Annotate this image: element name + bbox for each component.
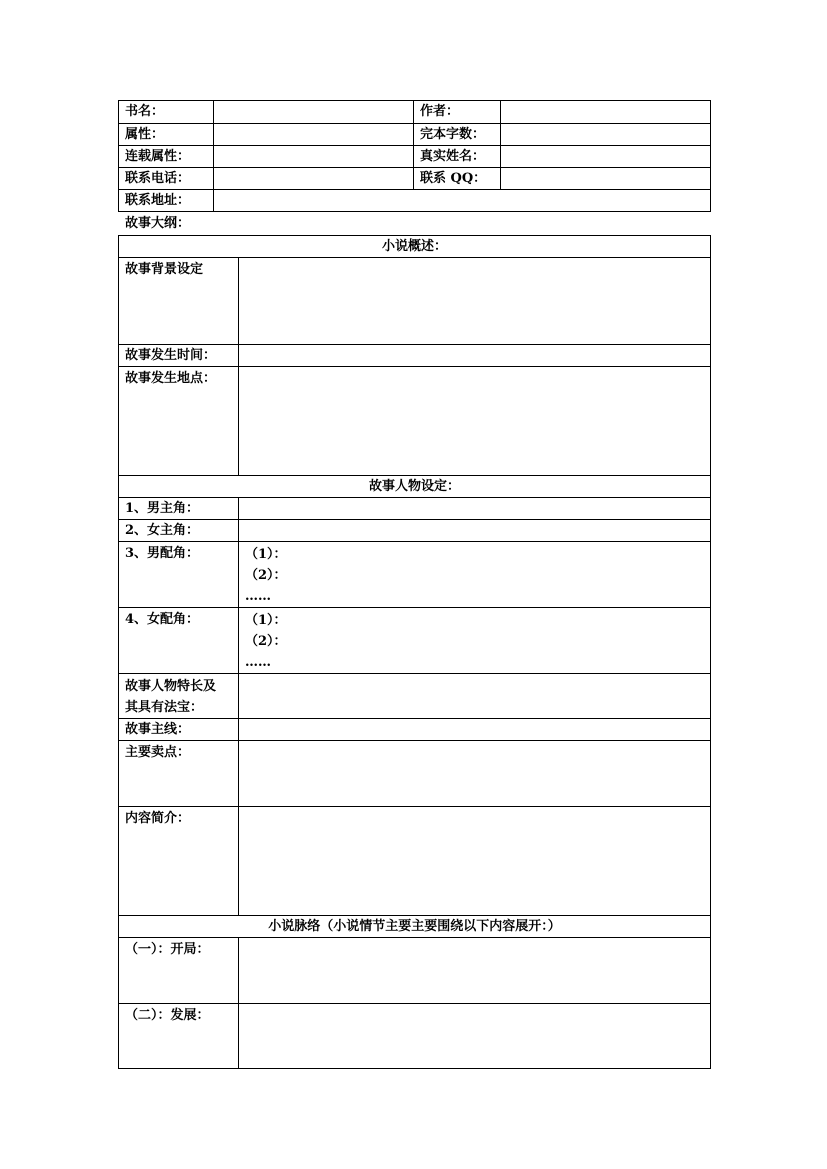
- mainline-field[interactable]: [239, 719, 711, 741]
- plot-heading: 小说脉络（小说情节主要主要围绕以下内容展开：）: [119, 916, 711, 938]
- characters-heading: 故事人物设定：: [119, 476, 711, 498]
- serial-attribute-label: 连载属性：: [119, 146, 214, 168]
- address-label: 联系地址：: [119, 190, 214, 212]
- skills-label-line2: 其具有法宝：: [125, 700, 204, 715]
- synopsis-field[interactable]: [239, 807, 711, 916]
- male-support-ellipsis: ……: [245, 589, 271, 604]
- overview-heading: 小说概述：: [119, 236, 711, 258]
- male-lead-label: 1、男主角：: [119, 498, 239, 520]
- synopsis-label: 内容简介：: [119, 807, 239, 916]
- mainline-label: 故事主线：: [119, 719, 239, 741]
- attribute-label: 属性：: [119, 124, 214, 146]
- phone-field[interactable]: [214, 168, 414, 190]
- male-support-label: 3、男配角：: [119, 542, 239, 608]
- place-field[interactable]: [239, 367, 711, 476]
- skills-label: [119, 674, 239, 719]
- female-lead-label: 2、女主角：: [119, 520, 239, 542]
- female-support-item: （2）：: [245, 634, 287, 649]
- male-lead-field[interactable]: [239, 498, 711, 520]
- author-label: 作者：: [414, 101, 501, 124]
- qq-label: 联系 QQ：: [414, 168, 501, 190]
- female-support-ellipsis: ……: [245, 655, 271, 670]
- opening-field[interactable]: [239, 938, 711, 1004]
- time-label: 故事发生时间：: [119, 345, 239, 367]
- male-support-field[interactable]: [239, 542, 711, 608]
- background-label: 故事背景设定: [119, 258, 239, 345]
- qq-field[interactable]: [501, 168, 711, 190]
- address-field[interactable]: [214, 190, 711, 212]
- background-field[interactable]: [239, 258, 711, 345]
- selling-points-label: 主要卖点：: [119, 741, 239, 807]
- development-label: （二）：发展：: [119, 1004, 239, 1069]
- skills-field[interactable]: [239, 674, 711, 719]
- book-title-label: 书名：: [119, 101, 214, 124]
- book-title-field[interactable]: [214, 101, 414, 124]
- outline-table: [118, 235, 711, 1069]
- female-support-label: 4、女配角：: [119, 608, 239, 674]
- outline-label: 故事大纲：: [125, 216, 191, 231]
- time-field[interactable]: [239, 345, 711, 367]
- selling-points-field[interactable]: [239, 741, 711, 807]
- total-words-field[interactable]: [501, 124, 711, 146]
- info-table: [118, 100, 711, 212]
- real-name-label: 真实姓名：: [414, 146, 501, 168]
- serial-attribute-field[interactable]: [214, 146, 414, 168]
- place-label: 故事发生地点：: [119, 367, 239, 476]
- female-support-field[interactable]: [239, 608, 711, 674]
- real-name-field[interactable]: [501, 146, 711, 168]
- attribute-field[interactable]: [214, 124, 414, 146]
- phone-label: 联系电话：: [119, 168, 214, 190]
- female-lead-field[interactable]: [239, 520, 711, 542]
- male-support-item: （1）：: [245, 547, 287, 562]
- author-field[interactable]: [501, 101, 711, 124]
- development-field[interactable]: [239, 1004, 711, 1069]
- male-support-item: （2）：: [245, 568, 287, 583]
- skills-label-line1: 故事人物特长及: [125, 679, 217, 694]
- opening-label: （一）：开局：: [119, 938, 239, 1004]
- female-support-item: （1）：: [245, 613, 287, 628]
- total-words-label: 完本字数：: [414, 124, 501, 146]
